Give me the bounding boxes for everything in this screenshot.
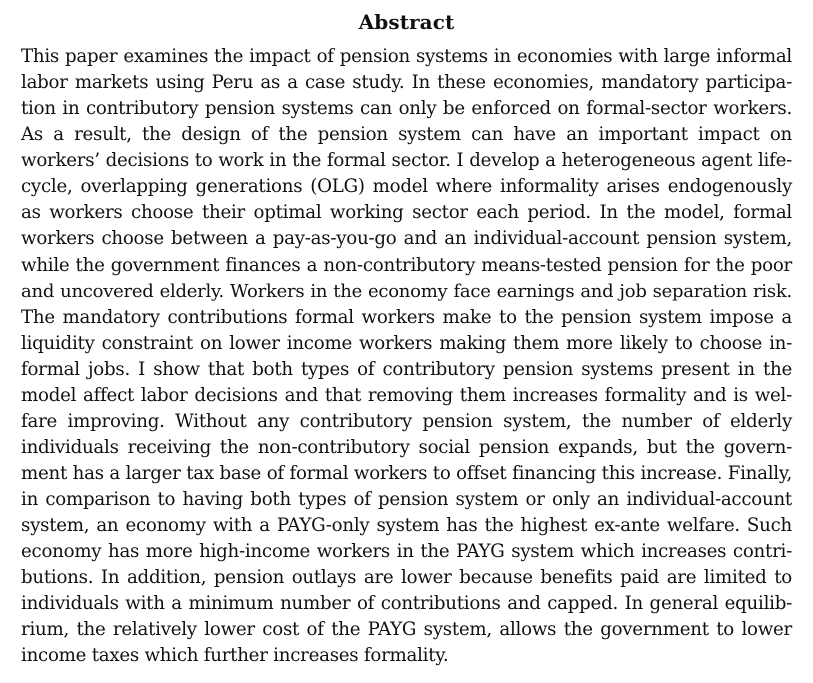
- abstract-line: ment has a larger tax base of formal workers to offset financing this increase. Finally,: [21, 463, 792, 484]
- abstract-line: workers choose between a pay-as-you-go and an individual-account pension system,: [21, 228, 792, 250]
- abstract-line: workers’ decisions to work in the formal sector. I develop a heterogeneous agent life-: [21, 150, 792, 172]
- abstract-line: The mandatory contributions formal workers make to the pension system impose a: [21, 306, 792, 328]
- abstract-line: income taxes which further increases formality.: [21, 645, 449, 667]
- abstract-line: and uncovered elderly. Workers in the economy face earnings and job separation risk.: [21, 280, 792, 302]
- abstract-line: butions. In addition, pension outlays are lower because benefits paid are limited to: [21, 567, 792, 589]
- abstract-line: individuals receiving the non-contributory social pension expands, but the govern-: [21, 436, 792, 458]
- abstract-line: model affect labor decisions and that removing them increases formality and is wel-: [21, 384, 792, 406]
- abstract-line: as workers choose their optimal working sector each period. In the model, formal: [21, 202, 792, 224]
- abstract-heading: Abstract: [358, 10, 455, 34]
- abstract-line: rium, the relatively lower cost of the PAYG system, allows the government to lower: [21, 619, 792, 641]
- abstract-line: in comparison to having both types of pension system or only an individual-account: [21, 489, 792, 511]
- abstract-line: while the government finances a non-contributory means-tested pension for the poor: [21, 254, 792, 276]
- abstract-line: tion in contributory pension systems can only be enforced on formal-sector workers.: [21, 98, 792, 120]
- abstract-line: cycle, overlapping generations (OLG) model where informality arises endogenously: [21, 176, 792, 198]
- abstract-body: [21, 44, 792, 670]
- abstract-line: liquidity constraint on lower income workers making them more likely to choose in-: [21, 332, 792, 354]
- abstract-line: This paper examines the impact of pension systems in economies with large informal: [21, 46, 792, 67]
- abstract-line: As a result, the design of the pension system can have an important impact on: [21, 124, 792, 146]
- abstract-line: economy has more high-income workers in the PAYG system which increases contri-: [21, 541, 792, 563]
- abstract-line: labor markets using Peru as a case study. In these economies, mandatory participa-: [21, 72, 792, 94]
- abstract-line: individuals with a minimum number of contributions and capped. In general equilib-: [21, 593, 792, 615]
- abstract-line: system, an economy with a PAYG-only system has the highest ex-ante welfare. Such: [21, 515, 792, 537]
- abstract-line: formal jobs. I show that both types of contributory pension systems present in the: [21, 358, 792, 380]
- abstract-line: fare improving. Without any contributory pension system, the number of elderly: [21, 410, 792, 432]
